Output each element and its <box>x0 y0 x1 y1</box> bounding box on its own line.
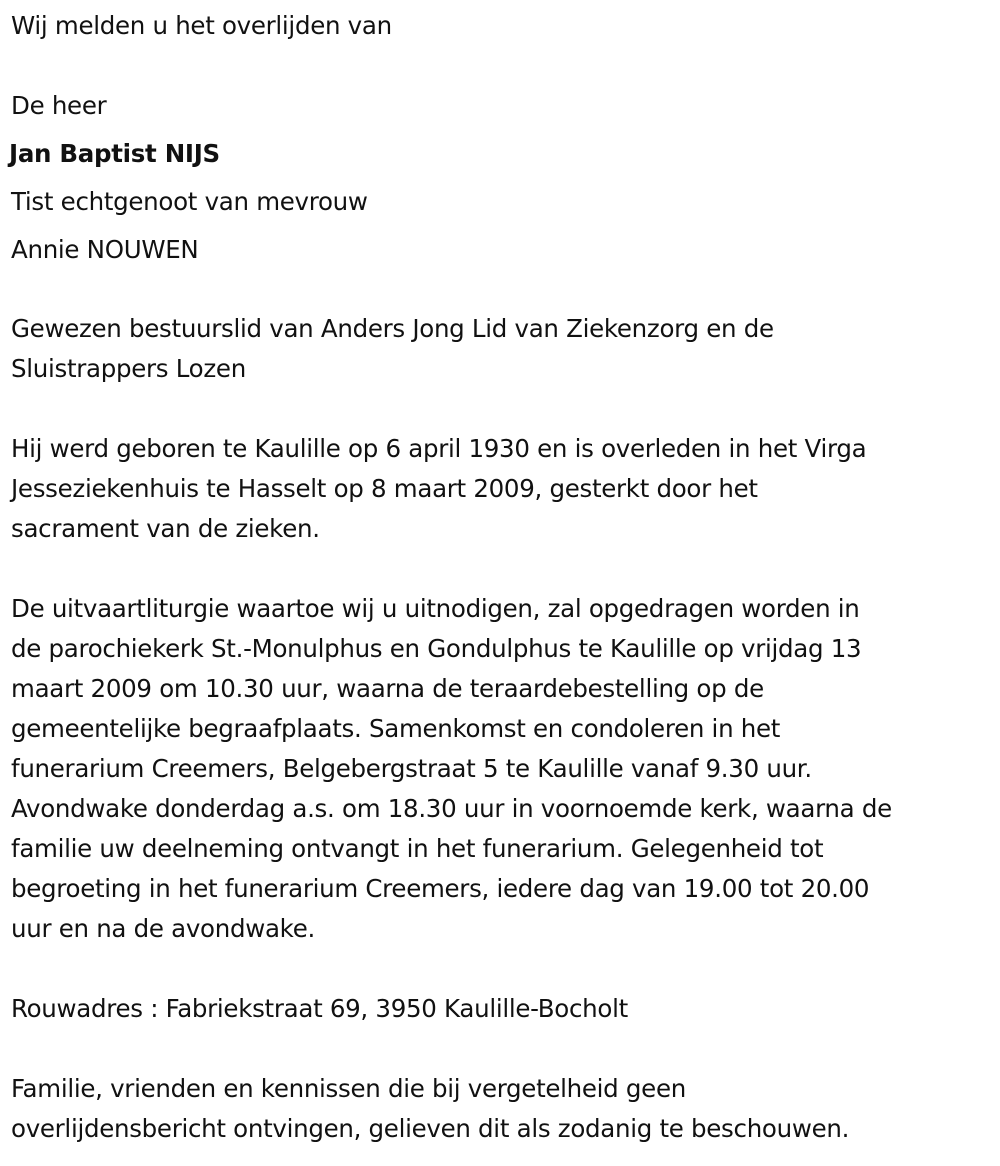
paragraph-line: gemeentelijke begraafplaats. Samenkomst en condoleren in het <box>11 714 781 743</box>
funeral-paragraph <box>11 589 996 949</box>
paragraph-line: de parochiekerk St.-Monulphus en Gondulphus te Kaulille op vrijdag 13 <box>11 634 862 663</box>
paragraph-line: Gewezen bestuurslid van Anders Jong Lid van Ziekenzorg en de <box>11 314 774 343</box>
paragraph-line: Sluistrappers Lozen <box>11 354 246 383</box>
paragraph-line: Avondwake donderdag a.s. om 18.30 uur in voornoemde kerk, waarna de <box>11 794 892 823</box>
spouse-name: Annie NOUWEN <box>11 235 199 264</box>
closing-paragraph <box>11 1069 996 1149</box>
honorific-title: De heer <box>11 91 107 120</box>
paragraph-line: Hij werd geboren te Kaulille op 6 april 1930 en is overleden in het Virga <box>11 434 867 463</box>
intro-text: Wij melden u het overlijden van <box>11 11 392 40</box>
affiliations-paragraph <box>11 309 996 389</box>
paragraph-line: funerarium Creemers, Belgebergstraat 5 te Kaulille vanaf 9.30 uur. <box>11 754 812 783</box>
birth-death-paragraph <box>11 429 996 549</box>
address-paragraph <box>11 989 996 1029</box>
paragraph-line: overlijdensbericht ontvingen, gelieven dit als zodanig te beschouwen. <box>11 1114 850 1143</box>
paragraph-line: Familie, vrienden en kennissen die bij vergetelheid geen <box>11 1074 686 1103</box>
mourning-address: Rouwadres : Fabriekstraat 69, 3950 Kaulille-Bocholt <box>11 994 628 1023</box>
deceased-name: Jan Baptist NIJS <box>9 139 220 168</box>
paragraph-line: maart 2009 om 10.30 uur, waarna de teraardebestelling op de <box>11 674 764 703</box>
paragraph-line: Jesseziekenhuis te Hasselt op 8 maart 2009, gesterkt door het <box>11 474 758 503</box>
paragraph-line: begroeting in het funerarium Creemers, iedere dag van 19.00 tot 20.00 <box>11 874 870 903</box>
paragraph-line: De uitvaartliturgie waartoe wij u uitnodigen, zal opgedragen worden in <box>11 594 860 623</box>
paragraph-line: sacrament van de zieken. <box>11 514 320 543</box>
paragraph-line: familie uw deelneming ontvangt in het funerarium. Gelegenheid tot <box>11 834 824 863</box>
spouse-label: Tist echtgenoot van mevrouw <box>11 187 368 216</box>
paragraph-line: uur en na de avondwake. <box>11 914 315 943</box>
